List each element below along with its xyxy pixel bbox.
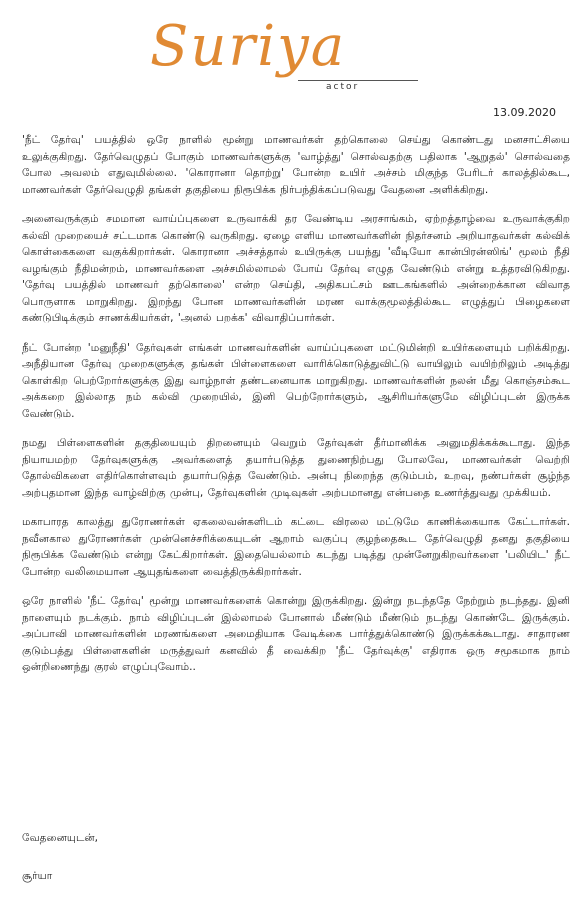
paragraph: 'நீட் தேர்வு' பயத்தில் ஒரே நாளில் மூன்று மாணவர்கள் தற்கொலை செய்து கொண்டது மனசாட்சியை உலுக்குகிறது. தேர்வெழுதப் போகும் மாணவர்களுக்கு 'வாழ்த்து' சொல்வதற்கு பதிலாக 'ஆறுதல்' சொல்வதை போல அவலம் எதுவுமில்லை. 'கொரானா தொற்று' போன்ற உயிர் அச்சம் மிகுந்த பேரிடர் காலத்தில்கூட, மாணவர்கள் தேர்வெழுதி தங்கள் தகுதியை நிரூபிக்க நிர்பந்திக்கப்படுவது வேதனை அளிக்கிறது.: [22, 134, 570, 196]
paragraph: நீட் போன்ற 'மனுநீதி' தேர்வுகள் எங்கள் மாணவர்களின் வாய்ப்புகளை மட்டுமின்றி உயிர்களையும் பறிக்கிறது. அநீதியான தேர்வு முறைகளுக்கு தங்கள் பிள்ளைகளை வாரிக்கொடுத்துவிட்டு வாயிலும் வயிற்றிலும் அடித்து கொள்கிற பெற்றோர்களுக்கு இது வாழ்நாள் தண்டனையாக மாறுகிறது. மாணவர்களின் நலன் மீது கொஞ்சம்கூட அக்கறை இல்லாத நம் கல்வி முறையில், இனி பெற்றோர்களும், ஆசிரியர்களுமே விழிப்புடன் இருக்க வேண்டும்.: [22, 341, 570, 420]
paragraph: அனைவருக்கும் சமமான வாய்ப்புகளை உருவாக்கி தர வேண்டிய அரசாங்கம், ஏற்றத்தாழ்வை உருவாக்குகிற கல்வி முறையைச் சட்டமாக கொண்டு வருகிறது. ஏழை எளிய மாணவர்களின் நிதர்சனம் அறியாதவர்கள் கல்விக் கொள்கைகளை வகுக்கிறார்கள். கொரானா அச்சத்தால் உயிருக்கு பயந்து 'வீடியோ கான்பிரன்ஸிங்' மூலம் நீதி வழங்கும் நீதிமன்றம், மாணவர்களை அச்சமில்லாமல் போய் தேர்வு எழுத வேண்டும் என்று உத்தரவிடுகிறது. 'தேர்வு பயத்தில் மாணவர் தற்கொலை' என்ற செய்தி, அதிகபட்சம் ஊடகங்களில் அன்றைக்கான விவாத பொருளாக மாறுகிறது. இறந்து போன மாணவர்களின் மரண வாக்குமூலத்தில்கூட எழுத்துப் பிழைகளை கண்டுபிடிக்கும் சாணக்கியர்கள், 'அனல் பறக்க' விவாதிப்பார்கள்.: [22, 213, 570, 324]
logo-underline: [298, 80, 418, 81]
logo-wordmark: Suriya: [150, 14, 347, 79]
letter-date: 13.09.2020: [493, 106, 556, 119]
letterhead: [150, 12, 430, 92]
letter-body: [22, 132, 570, 689]
paragraph: நமது பிள்ளைகளின் தகுதியையும் திறனையும் வெறும் தேர்வுகள் தீர்மானிக்க அனுமதிக்கக்கூடாது. இந்த நியாயமற்ற தேர்வுகளுக்கு அவர்களைத் தயார்படுத்த துணைநிற்பது போலவே, மாணவர்கள் வெற்றி தோல்விகளை எதிர்கொள்ளவும் தயார்படுத்த வேண்டும். அன்பு நிறைந்த குடும்பம், உறவு, நண்பர்கள் சூழ்ந்த அற்புதமான இந்த வாழ்விற்கு முன்பு, தேர்வுகளின் முடிவுகள் அற்பமானது என்பதை உணர்த்துவது முக்கியம்.: [22, 437, 570, 499]
paragraph: ஒரே நாளில் 'நீட் தேர்வு' மூன்று மாணவர்களைக் கொன்று இருக்கிறது. இன்று நடந்ததே நேற்றும் நடந்தது. இனி நாளையும் நடக்கும். நாம் விழிப்புடன் இல்லாமல் போனால் மீண்டும் மீண்டும் நடந்து கொண்டே இருக்கும். அப்பாவி மாணவர்களின் மரணங்களை அமைதியாக வேடிக்கை பார்த்துக்கொண்டு இருக்கக்கூடாது. சாதாரண குடும்பத்து பிள்ளைகளின் மருத்துவர் கனவில் தீ வைக்கிற 'நீட் தேர்வுக்கு' எதிராக ஒரு சமூகமாக நாம் ஒன்றிணைந்து குரல் எழுப்புவோம்..: [22, 595, 570, 673]
signature: சூர்யா: [22, 870, 53, 882]
closing-line: வேதனையுடன்,: [22, 832, 99, 844]
paragraph: மகாபாரத காலத்து துரோணர்கள் ஏகலைவன்களிடம் கட்டை விரலை மட்டுமே காணிக்கையாக கேட்டார்கள். நவீனகால துரோணர்கள் முன்னெச்சரிக்கையுடன் ஆறாம் வகுப்பு குழந்தைகூட தேர்வெழுதி தனது தகுதியை நிரூபிக்க வேண்டும் என்று கேட்கிறார்கள். இதையெல்லாம் கடந்து படித்து முன்னேறுகிறவர்களை 'பலியிட' நீட் போன்ற வலிமையான ஆயுதங்களை வைத்திருக்கிறார்கள்.: [22, 516, 570, 578]
logo-subtitle: actor: [326, 82, 360, 92]
